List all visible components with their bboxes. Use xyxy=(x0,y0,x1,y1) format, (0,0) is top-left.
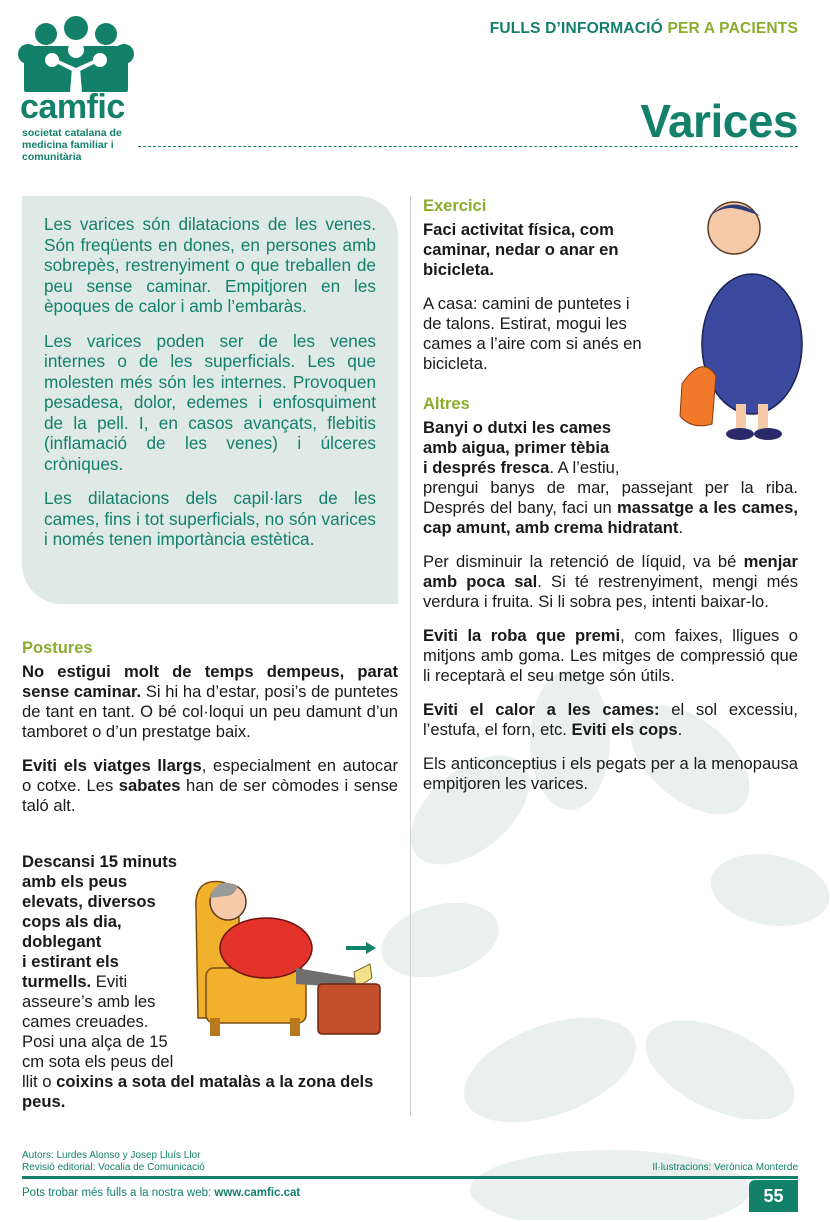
column-divider xyxy=(410,196,411,1116)
section-altres: Altres Banyi o dutxi les cames amb aigua, primer tèbia i després fresca. A l’estiu, prengui banys de mar, passejant per la riba. Després del bany, faci un massatge a les cames, cap amunt, amb crema hidratant. Per disminuir la retenció de líquid, va bé menjar amb poca sal. Si té restrenyiment, mengi més verdura i fruita. Si li sobra pes, intenti baixar-lo. Eviti la roba que premi, com faixes, lligues o mitjons amb goma. Les mitges de compressió que li receptarà el seu metge són útils. Eviti el calor a les cames: el sol excessiu, l’estufa, el forn, etc. Eviti els cops. Els anticonceptius i els pegats per a la menopausa empitjoren les varices. xyxy=(423,395,798,793)
footer-web: Pots trobar més fulls a la nostra web: www.camfic.cat xyxy=(22,1187,301,1199)
section-heading: Postures xyxy=(22,639,93,657)
altres-paragraph: Els anticonceptius i els pegats per a la menopausa empitjoren les varices. xyxy=(423,754,798,793)
series-title: FULLS D’INFORMACIÓ PER A PACIENTS xyxy=(489,20,798,37)
altres-paragraph: Per disminuir la retenció de líquid, va bé menjar amb poca sal. Si té restrenyiment, mengi més verdura i fruita. Si li sobra pes, intenti baixar-lo. xyxy=(423,552,798,611)
altres-paragraph: Eviti la roba que premi, com faixes, lligues o mitjons amb goma. Les mitges de compressió que li receptarà el seu metge són útils. xyxy=(423,626,798,685)
header-divider xyxy=(138,146,798,147)
footer-line xyxy=(22,1176,798,1179)
section-postures xyxy=(22,638,398,830)
logo-subtitle: societat catalana de medicina familiar i comunitària xyxy=(22,127,122,163)
section-heading: Altres xyxy=(423,395,470,413)
page-title: Varices xyxy=(640,95,798,147)
page-number: 55 xyxy=(749,1180,798,1212)
postures-paragraph: No estigui molt de temps dempeus, parat sense caminar. Si hi ha d’estar, posi’s de puntetes de tant en tant. O bé col·loqui un peu damunt d’un tamboret o d’un prestatge baix. xyxy=(22,662,398,741)
intro-box xyxy=(22,196,398,604)
woman-armchair-illustration xyxy=(186,868,386,1040)
tree-logo-icon xyxy=(16,14,136,92)
section-exercici: Exercici Faci activitat física, com caminar, nedar o anar en bicicleta. A casa: camini de puntetes i de talons. Estirat, mogui les cames a l’aire com si anés en bicicleta. xyxy=(423,196,683,374)
intro-paragraph: Les varices són dilatacions de les venes. Són freqüents en dones, en persones amb sobrepès, restrenyiment o que treballen de peu sense caminar. Empitjoren en les èpoques de calor i amb l’embaràs. xyxy=(44,214,376,316)
intro-paragraph: Les dilatacions dels capil·lars de les cames, fins i tot superficials, no són varices i només tenen importància estètica. xyxy=(44,488,376,549)
postures-rest-paragraph: Descansi 15 minuts amb els peus elevats, diversos cops als dia, doblegant i estirant els turmells. Eviti asseure’s amb les cames creuades. Posi una alça de 15 cm sota els peus del llit o coixins a sota del matalàs a la zona dels peus. xyxy=(22,852,374,1111)
credits: Autors: Lurdes Alonso y Josep Lluís Llor Revisió editorial: Vocalia de Comunicació xyxy=(22,1150,205,1173)
postures-paragraph: Eviti els viatges llargs, especialment en autocar o cotxe. Les sabates han de ser còmodes i sense taló alt. xyxy=(22,756,398,815)
intro-paragraph: Les varices poden ser de les venes internes o de les superficials. Les que molesten més són les internes. Provoquen pesadesa, dolor, edemes i enfosquiment de la pell. I, en casos avançats, flebitis (inflamació de les venes) i úlceres cròniques. xyxy=(44,330,376,474)
illustration-credit: Il·lustracions: Verònica Monterde xyxy=(652,1162,798,1173)
altres-paragraph: Eviti el calor a les cames: el sol excessiu, l’estufa, el forn, etc. Eviti els cops. xyxy=(423,700,798,739)
web-link[interactable]: www.camfic.cat xyxy=(214,1187,301,1199)
logo-name: camfic xyxy=(20,88,125,126)
altres-paragraph: prengui banys de mar, passejant per la riba. Després del bany, faci un massatge a les cames, cap amunt, amb crema hidratant. xyxy=(423,478,798,537)
section-heading: Exercici xyxy=(423,197,487,215)
